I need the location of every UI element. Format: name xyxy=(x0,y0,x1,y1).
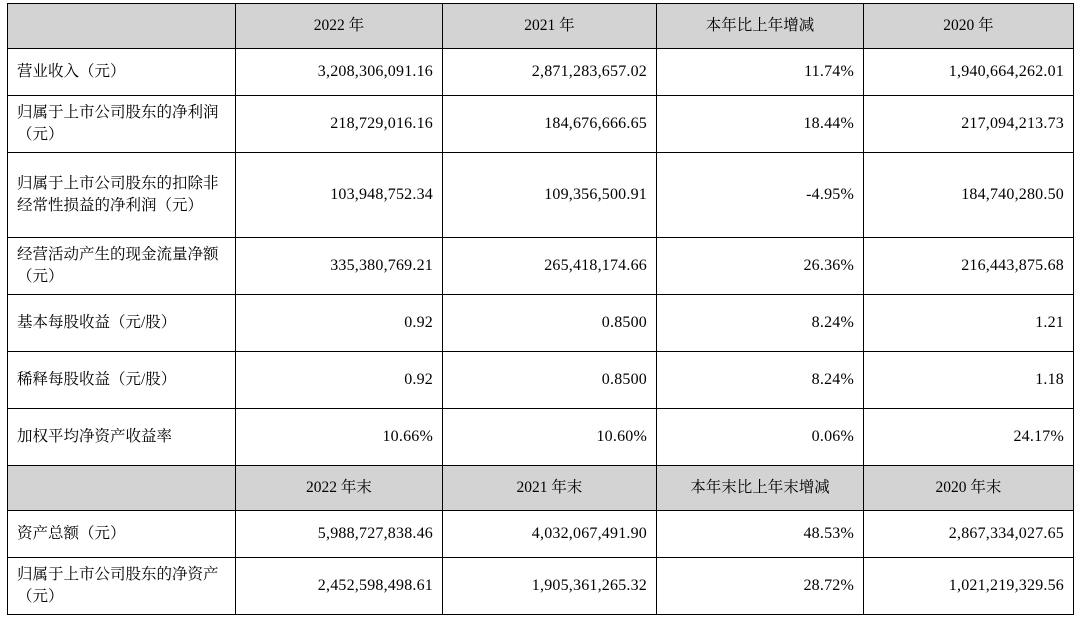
row-value: 2,871,283,657.02 xyxy=(443,49,657,96)
row-value: 1.18 xyxy=(864,352,1074,409)
table-row xyxy=(8,96,1074,153)
row-value: 10.66% xyxy=(236,409,443,466)
header-cell-2021: 2021 年 xyxy=(443,4,657,49)
row-value: 335,380,769.21 xyxy=(236,238,443,295)
row-value: 4,032,067,491.90 xyxy=(443,511,657,558)
row-value: 18.44% xyxy=(657,96,864,153)
row-value: 5,988,727,838.46 xyxy=(236,511,443,558)
header-cell-2020: 2020 年 xyxy=(864,4,1074,49)
row-label: 归属于上市公司股东的净利润（元） xyxy=(8,96,236,153)
table-row xyxy=(8,295,1074,352)
row-value: 109,356,500.91 xyxy=(443,153,657,238)
row-label: 资产总额（元） xyxy=(8,511,236,558)
row-label: 营业收入（元） xyxy=(8,49,236,96)
row-value: 265,418,174.66 xyxy=(443,238,657,295)
row-value: 48.53% xyxy=(657,511,864,558)
row-value: 8.24% xyxy=(657,295,864,352)
table-header-row-annual xyxy=(8,4,1074,49)
row-value: 1,940,664,262.01 xyxy=(864,49,1074,96)
row-value: 184,740,280.50 xyxy=(864,153,1074,238)
row-value: 8.24% xyxy=(657,352,864,409)
row-value: 1,021,219,329.56 xyxy=(864,558,1074,615)
row-value: 218,729,016.16 xyxy=(236,96,443,153)
row-value: -4.95% xyxy=(657,153,864,238)
row-value: 217,094,213.73 xyxy=(864,96,1074,153)
row-value: 216,443,875.68 xyxy=(864,238,1074,295)
row-label: 加权平均净资产收益率 xyxy=(8,409,236,466)
table-row xyxy=(8,511,1074,558)
row-label: 归属于上市公司股东的净资产（元） xyxy=(8,558,236,615)
row-value: 3,208,306,091.16 xyxy=(236,49,443,96)
row-value: 10.60% xyxy=(443,409,657,466)
table-row xyxy=(8,409,1074,466)
row-value: 24.17% xyxy=(864,409,1074,466)
row-value: 0.8500 xyxy=(443,352,657,409)
header-cell-2022-yearend: 2022 年末 xyxy=(236,466,443,511)
row-label: 归属于上市公司股东的扣除非经常性损益的净利润（元） xyxy=(8,153,236,238)
row-value: 0.06% xyxy=(657,409,864,466)
header-cell-blank xyxy=(8,466,236,511)
row-label: 稀释每股收益（元/股） xyxy=(8,352,236,409)
table-row xyxy=(8,153,1074,238)
header-cell-change: 本年比上年增减 xyxy=(657,4,864,49)
row-value: 0.92 xyxy=(236,295,443,352)
row-value: 1,905,361,265.32 xyxy=(443,558,657,615)
row-value: 0.8500 xyxy=(443,295,657,352)
header-cell-blank xyxy=(8,4,236,49)
header-cell-2021-yearend: 2021 年末 xyxy=(443,466,657,511)
row-value: 103,948,752.34 xyxy=(236,153,443,238)
row-value: 2,867,334,027.65 xyxy=(864,511,1074,558)
header-cell-change-yearend: 本年末比上年末增减 xyxy=(657,466,864,511)
row-value: 0.92 xyxy=(236,352,443,409)
row-value: 28.72% xyxy=(657,558,864,615)
financial-summary-sheet xyxy=(0,3,1080,624)
table-row xyxy=(8,238,1074,295)
row-label: 经营活动产生的现金流量净额（元） xyxy=(8,238,236,295)
row-value: 184,676,666.65 xyxy=(443,96,657,153)
table-row xyxy=(8,352,1074,409)
row-value: 26.36% xyxy=(657,238,864,295)
header-cell-2022: 2022 年 xyxy=(236,4,443,49)
header-cell-2020-yearend: 2020 年末 xyxy=(864,466,1074,511)
row-value: 2,452,598,498.61 xyxy=(236,558,443,615)
table-row xyxy=(8,558,1074,615)
table-header-row-yearend xyxy=(8,466,1074,511)
financial-summary-table xyxy=(7,3,1074,615)
row-label: 基本每股收益（元/股） xyxy=(8,295,236,352)
row-value: 1.21 xyxy=(864,295,1074,352)
row-value: 11.74% xyxy=(657,49,864,96)
table-row xyxy=(8,49,1074,96)
